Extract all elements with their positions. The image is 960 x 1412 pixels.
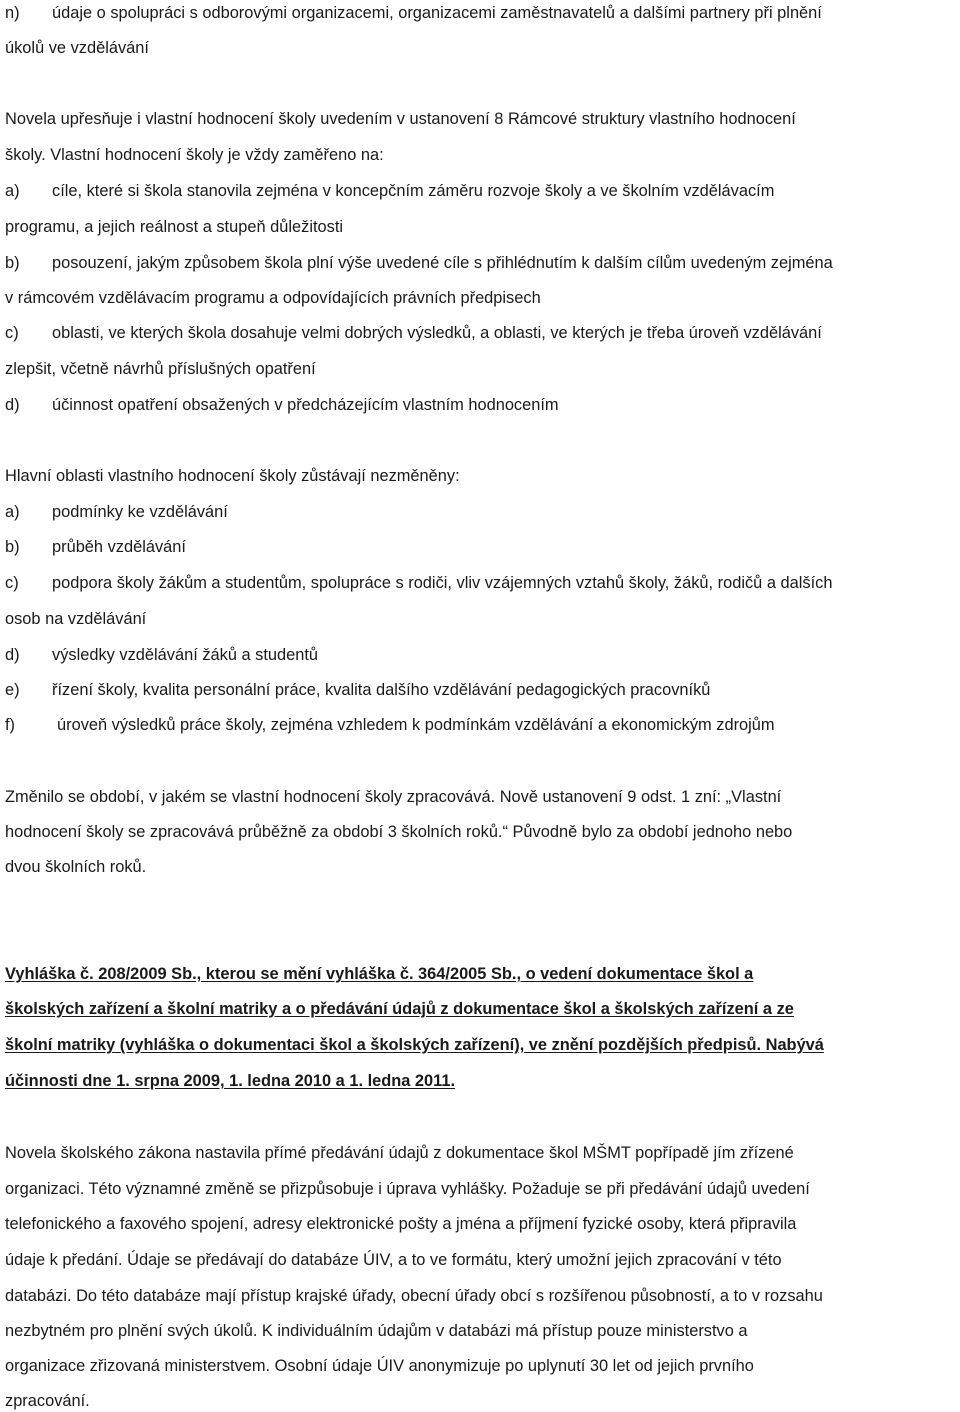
item-text: posouzení, jakým způsobem škola plní výše uvedené cíle s přihlédnutím k dalším cílům uvedeným zejména [52,254,833,272]
item-text: řízení školy, kvalita personální práce, kvalita dalšího vzdělávání pedagogických pracovníků [52,681,711,699]
item-text: úroveň výsledků práce školy, zejména vzhledem k podmínkám vzdělávání a ekonomickým zdrojům [57,716,775,734]
item-label: b) [5,254,20,272]
focus-item-c [5,323,822,343]
item-text: cíle, které si škola stanovila zejména v koncepčním záměru rozvoje školy a ve školním vzdělávacím [52,182,775,200]
final-paragraph-line-3: telefonického a faxového spojení, adresy elektronické pošty a jména a příjmení fyzické osoby, která připravila [5,1215,797,1233]
area-item-d [5,645,318,665]
final-paragraph-line-8: zpracování. [5,1392,90,1410]
focus-item-b-continuation: v rámcovém vzdělávacím programu a odpovídajících právních předpisech [5,289,541,307]
novela-intro-line-1: Novela upřesňuje i vlastní hodnocení školy uvedením v ustanovení 8 Rámcové struktury vlastního hodnocení [5,110,796,128]
item-text: výsledky vzdělávání žáků a studentů [52,646,319,664]
focus-item-a-continuation: programu, a jejich reálnost a stupeň důležitosti [5,218,344,236]
item-label: c) [5,574,19,592]
focus-item-d [5,395,559,415]
area-item-c [5,573,832,593]
item-label: d) [5,646,20,664]
final-paragraph-line-1: Novela školského zákona nastavila přímé předávání údajů z dokumentace škol MŠMT popřípadě jím zřízené [5,1144,794,1162]
focus-item-a [5,181,774,201]
final-paragraph-line-6: nezbytném pro plnění svých úkolů. K individuálním údajům v databázi má přístup pouze ministerstvo a [5,1322,748,1340]
focus-item-c-continuation: zlepšit, včetně návrhů příslušných opatření [5,360,316,378]
novela-intro-line-2: školy. Vlastní hodnocení školy je vždy zaměřeno na: [5,146,384,164]
final-paragraph-line-2: organizaci. Této významné změně se přizpůsobuje i úprava vyhlášky. Požaduje se při předávání údajů uvedení [5,1180,810,1198]
decree-heading-line-2: školských zařízení a školní matriky a o předávání údajů z dokumentace škol a školských zařízení a ze [5,1000,794,1018]
item-label: a) [5,503,20,521]
item-label: e) [5,681,20,699]
focus-item-b [5,253,833,273]
item-text: účinnost opatření obsažených v předcházejícím vlastním hodnocením [52,396,559,414]
item-text: oblasti, ve kterých škola dosahuje velmi dobrých výsledků, a oblasti, ve kterých je třeba úroveň vzdělávání [52,324,822,342]
item-text: průběh vzdělávání [52,538,186,556]
period-change-line-1: Změnilo se období, v jakém se vlastní hodnocení školy zpracovává. Nově ustanovení 9 odst. 1 zní: „Vlastní [5,788,782,806]
decree-heading-line-1: Vyhláška č. 208/2009 Sb., kterou se mění vyhláška č. 364/2005 Sb., o vedení dokumentace škol a [5,965,754,983]
final-paragraph-line-4: údaje k předání. Údaje se předávají do databáze ÚIV, a to ve formátu, který umožní jejich zpracování v této [5,1251,782,1269]
final-paragraph-line-5: databázi. Do této databáze mají přístup krajské úřady, obecní úřady obcí s rozšířenou působností, a to v rozsahu [5,1287,823,1305]
period-change-line-2: hodnocení školy se zpracovává průběžně za období 3 školních roků.“ Původně bylo za období jednoho nebo [5,823,793,841]
area-item-c-continuation: osob na vzdělávání [5,610,147,628]
main-areas-heading: Hlavní oblasti vlastního hodnocení školy zůstávají nezměněny: [5,467,460,485]
item-text: podmínky ke vzdělávání [52,503,228,521]
item-text: podpora školy žákům a studentům, spolupráce s rodiči, vliv vzájemných vztahů školy, žáků, rodičů a dalších [52,574,833,592]
item-label: d) [5,396,20,414]
item-n-continuation: úkolů ve vzdělávání [5,39,149,57]
area-item-b [5,537,186,557]
decree-heading-line-3: školní matriky (vyhláška o dokumentaci škol a školských zařízení), ve znění pozdějších předpisů. Nabývá [5,1036,824,1054]
item-label: b) [5,538,20,556]
item-n [5,3,822,23]
decree-heading-line-4: účinnosti dne 1. srpna 2009, 1. ledna 2010 a 1. ledna 2011. [5,1072,456,1090]
item-label: n) [5,4,20,22]
item-label: f) [5,716,16,734]
period-change-line-3: dvou školních roků. [5,858,147,876]
item-label: a) [5,182,20,200]
item-text: údaje o spolupráci s odborovými organizacemi, organizacemi zaměstnavatelů a dalšími partnery při plnění [52,4,822,22]
area-item-a [5,502,228,522]
area-item-f [5,715,775,735]
area-item-e [5,680,710,700]
item-label: c) [5,324,19,342]
final-paragraph-line-7: organizace zřizovaná ministerstvem. Osobní údaje ÚIV anonymizuje po uplynutí 30 let od jejich prvního [5,1357,754,1375]
